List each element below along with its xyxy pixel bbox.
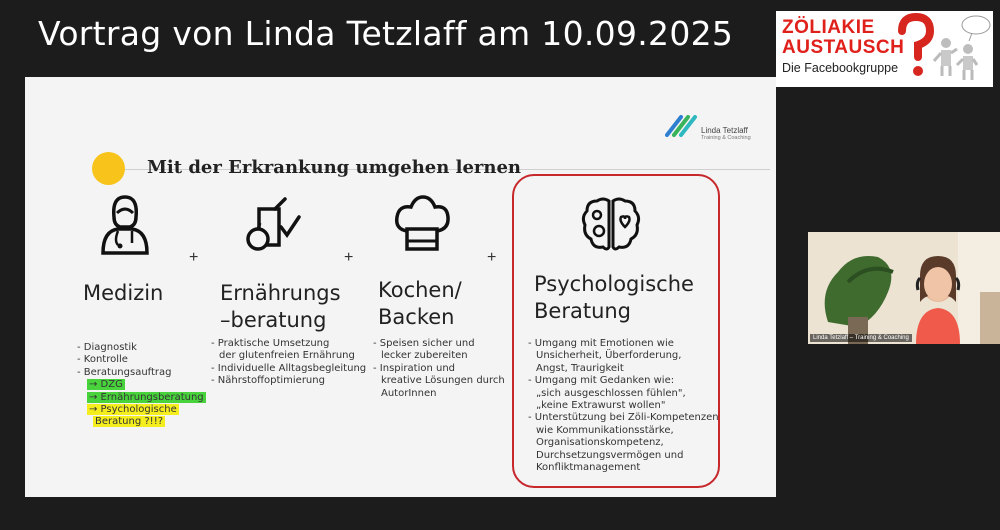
badge-line-3: Die Facebookgruppe: [782, 61, 899, 75]
referral-ernaehrungsberatung: → Ernährungsberatung: [89, 391, 204, 403]
diet-icon: [245, 195, 303, 255]
column-title-medizin: Medizin: [83, 281, 164, 305]
psychologie-highlight-frame: [512, 174, 720, 488]
medizin-list: [77, 342, 206, 429]
referral-psychologische: → Psychologische: [89, 404, 177, 416]
list-item: - Praktische Umsetzung: [211, 338, 330, 349]
list-item: Durchsetzungsvermögen und: [536, 449, 684, 461]
list-item: - Kontrolle: [77, 354, 128, 366]
referral-dzg: → DZG: [89, 379, 123, 391]
list-item: Konfliktmanagement: [536, 462, 641, 474]
speaker-video-tile[interactable]: [808, 232, 1000, 344]
list-item: - Unterstützung bei Zöli-Kompetenzen: [528, 412, 719, 424]
chef-hat-icon: [393, 195, 451, 253]
badge-line-1: ZÖLIAKIE: [782, 17, 875, 38]
brand-subtitle: Training & Coaching: [701, 135, 751, 141]
group-logo-badge: [776, 11, 993, 87]
question-figures-icon: [888, 13, 992, 85]
plus-sign: +: [344, 249, 354, 266]
brand-logo-icon: [665, 109, 703, 139]
list-item: - Beratungsauftrag: [77, 366, 172, 378]
list-item: - Umgang mit Gedanken wie:: [528, 375, 675, 387]
slide-heading: Mit der Erkrankung umgehen lernen: [147, 157, 522, 178]
list-item: - Diagnostik: [77, 342, 137, 353]
presentation-title: Vortrag von Linda Tetzlaff am 10.09.2025: [38, 14, 734, 53]
list-item: - Individuelle Alltagsbegleitung: [211, 362, 367, 374]
speaker-video-image: [808, 232, 1000, 344]
list-item: AutorInnen: [381, 387, 437, 399]
column-title-kochen: Kochen/ Backen: [378, 278, 462, 329]
speaker-label: Linda Tetzlaff – Training & Coaching: [810, 334, 912, 342]
plus-sign: +: [487, 249, 497, 266]
presentation-slide: [25, 77, 776, 497]
list-item: - Umgang mit Emotionen wie: [528, 338, 674, 349]
list-item: lecker zubereiten: [381, 350, 468, 362]
list-item: Unsicherheit, Überforderung,: [536, 350, 682, 362]
badge-line-2: AUSTAUSCH: [782, 37, 905, 58]
list-item: - Nährstoffoptimierung: [211, 375, 325, 387]
sun-dot: [92, 152, 125, 185]
list-item: - Speisen sicher und: [373, 338, 475, 349]
list-item: kreative Lösungen durch: [381, 375, 505, 387]
list-item: der glutenfreien Ernährung: [219, 350, 355, 362]
brand-name: Linda Tetzlaff: [701, 126, 748, 135]
column-title-ernaehrung: Ernährungs –beratung: [220, 281, 341, 332]
list-item: wie Kommunikationsstärke,: [536, 424, 674, 436]
list-item: Angst, Traurigkeit: [536, 362, 624, 374]
list-item: Organisationskompetenz,: [536, 437, 664, 449]
ernaehrung-list: [211, 338, 366, 388]
list-item: - Inspiration und: [373, 362, 456, 374]
list-item: „sich ausgeschlossen fühlen",: [536, 387, 686, 399]
column-title-psychologie: Psychologische Beratung: [534, 272, 694, 323]
kochen-list: [373, 338, 505, 400]
list-item: „keine Extrawurst wollen": [536, 400, 666, 412]
doctor-icon: [100, 193, 150, 255]
plus-sign: +: [189, 249, 199, 266]
referral-beratung: Beratung ?!!?: [95, 416, 164, 428]
